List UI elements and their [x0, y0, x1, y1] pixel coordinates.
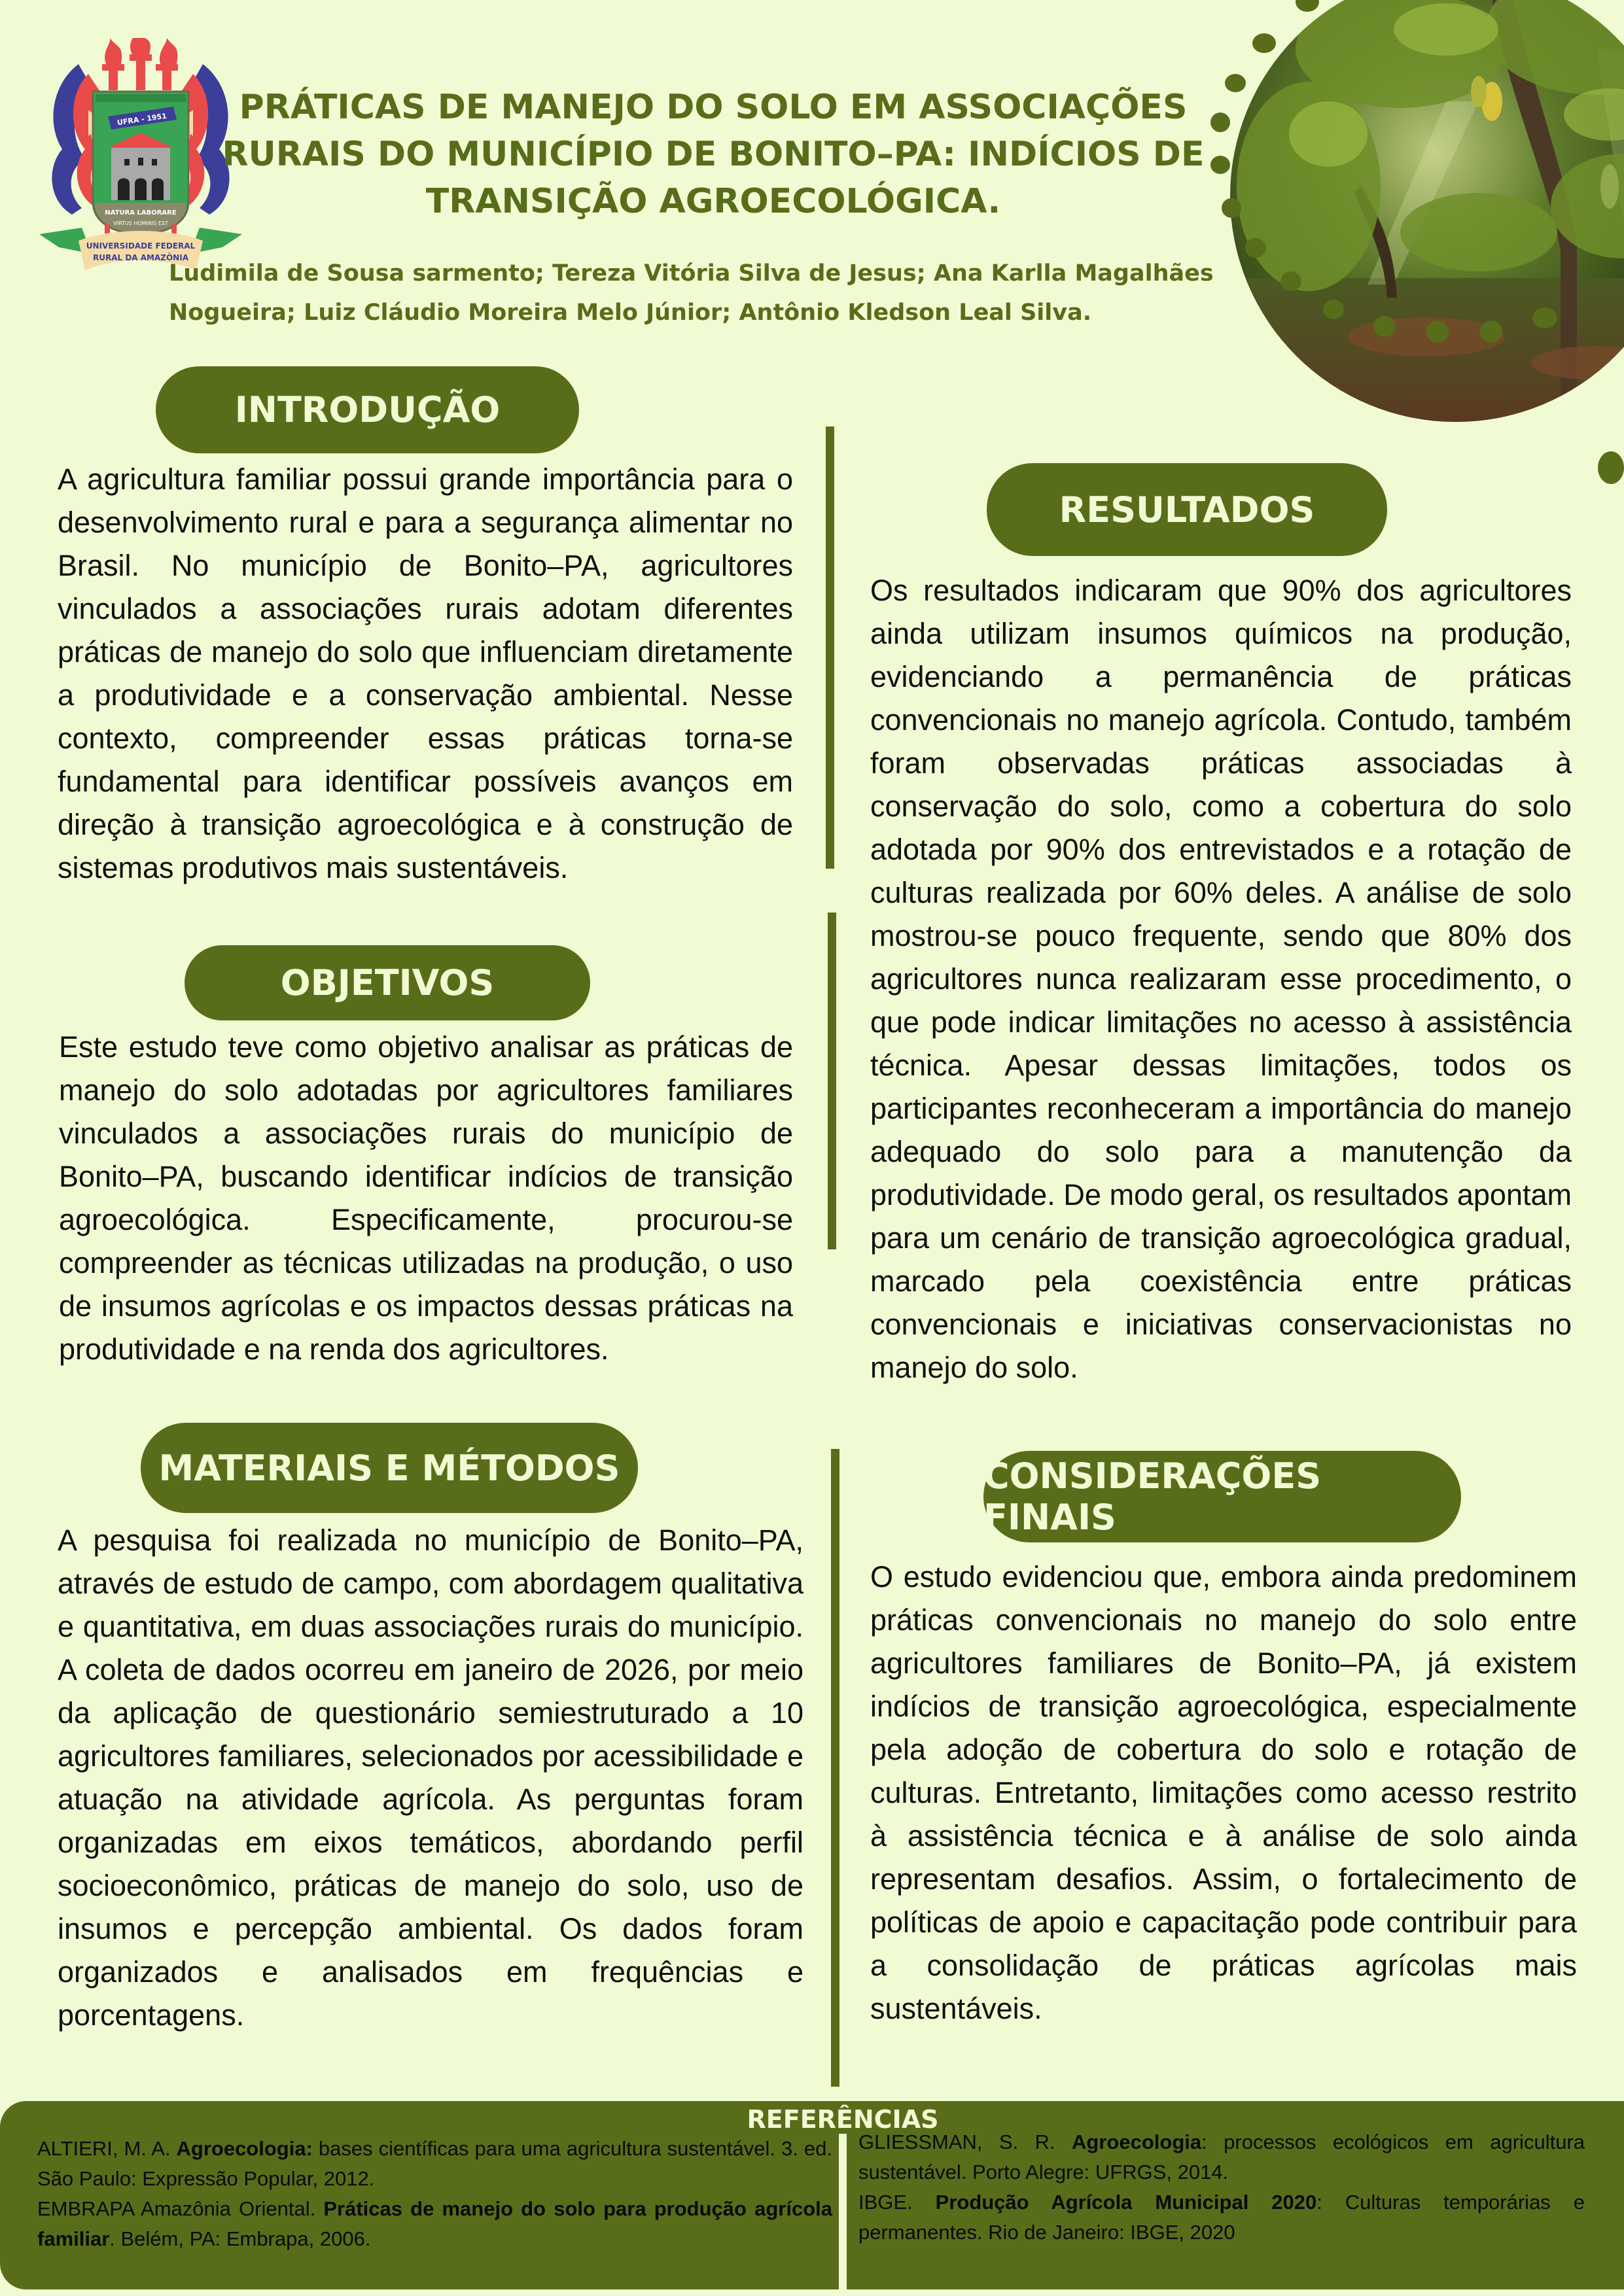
svg-text:RURAL DA AMAZÔNIA: RURAL DA AMAZÔNIA — [93, 253, 188, 262]
decorative-dot-icon — [1532, 307, 1557, 328]
reference-item: IBGE. Produção Agrícola Municipal 2020: Culturas temporárias e permanentes. Rio de Janeiro: IBGE, 2020 — [858, 2191, 1585, 2244]
decorative-dot-icon — [1480, 321, 1502, 343]
forest-photo — [1230, 0, 1624, 422]
decorative-dot-icon — [1210, 113, 1230, 132]
svg-text:UFRA - 1951: UFRA - 1951 — [116, 111, 168, 128]
decorative-dot-icon — [1222, 198, 1241, 218]
title-line: RURAIS DO MUNICÍPIO DE BONITO–PA: INDÍCIOS DE — [222, 135, 1205, 174]
forest-image-icon — [1230, 0, 1624, 422]
consideracoes-finais-text: O estudo evidenciou que, embora ainda predominem práticas convencionais no manejo do solo entre agricultores familiares de Bonito–PA, já existem indícios de transição agroecológica, especialmente pela adoção de cobertura do solo e rotação de culturas. Entretanto, limitações como acesso restrito à assistência técnica e à análise de solo ainda representam desafios. Assim, o fortalecimento de políticas de apoio e capacitação pode contribuir para a consolidação de práticas agrícolas mais sustentáveis. — [870, 1560, 1577, 2025]
reference-item: GLIESSMAN, S. R. Agroecologia: processos ecológicos em agricultura sustentável. Porto Alegre: UFRGS, 2014. — [858, 2131, 1585, 2183]
svg-text:NATURA LABORARE: NATURA LABORARE — [105, 209, 177, 217]
column-divider — [828, 913, 836, 1249]
authors-line: Nogueira; Luiz Cláudio Moreira Melo Júnior; Antônio Kledson Leal Silva. — [169, 300, 1092, 326]
introducao-text: A agricultura familiar possui grande importância para o desenvolvimento rural e para a segurança alimentar no Brasil. No município de Bonito–PA, agricultores vinculados a associações rurais adotam diferentes práticas de manejo do solo que influenciam diretamente a produtividade e a conservação ambiental. Nesse contexto, compreender essas práticas torna-se fundamental para identificar possíveis avanços em direção à transição agroecológica e à construção de sistemas produtivos mais sustentáveis. — [58, 462, 793, 884]
title-line: TRANSIÇÃO AGROECOLÓGICA. — [425, 182, 1001, 221]
materiais-metodos-text: A pesquisa foi realizada no município de Bonito–PA, através de estudo de campo, com abordagem qualitativa e quantitativa, em duas associações rurais do município. A coleta de dados ocorreu em janeiro de 2026, por meio da aplicação de questionário semiestruturado a 10 agricultores familiares, selecionados por acessibilidade e atuação na atividade agrícola. As perguntas foram organizadas em eixos temáticos, abordando perfil socioeconômico, práticas de manejo do solo, uso de insumos e percepção ambiental. Os dados foram organizados e analisados em frequências e porcentagens. — [58, 1523, 803, 2032]
svg-text:VIRTUS HOMINIS EST: VIRTUS HOMINIS EST — [113, 220, 168, 226]
decorative-dot-icon — [1245, 238, 1266, 258]
decorative-dot-icon — [1252, 33, 1276, 53]
section-header-objetivos: OBJETIVOS — [185, 945, 590, 1020]
column-divider — [826, 426, 834, 869]
title-line: PRÁTICAS DE MANEJO DO SOLO EM ASSOCIAÇÕES — [239, 88, 1188, 127]
section-header-resultados: RESULTADOS — [987, 463, 1387, 556]
authors-line: Ludimila de Sousa sarmento; Tereza Vitória Silva de Jesus; Ana Karlla Magalhães — [169, 260, 1214, 287]
references-divider — [839, 2134, 847, 2289]
decorative-dot-icon — [1598, 451, 1624, 484]
references-left — [37, 2134, 832, 2254]
decorative-dot-icon — [1210, 156, 1230, 174]
poster-title — [216, 84, 1210, 225]
decorative-dot-icon — [1225, 74, 1246, 92]
decorative-dot-icon — [1280, 271, 1301, 291]
section-header-introducao: INTRODUÇÃO — [156, 366, 579, 453]
decorative-dot-icon — [1373, 316, 1396, 337]
authors — [169, 254, 1248, 332]
decorative-dot-icon — [1426, 321, 1449, 343]
column-divider — [831, 1449, 839, 2087]
reference-item: ALTIERI, M. A. Agroecologia: bases científicas para uma agricultura sustentável. 3. ed. São Paulo: Expressão Popular, 2012. — [37, 2137, 832, 2190]
decorative-dot-icon — [1296, 0, 1319, 12]
references-title: REFERÊNCIAS — [747, 2105, 939, 2134]
references-right — [858, 2127, 1585, 2248]
resultados-text: Os resultados indicaram que 90% dos agricultores ainda utilizam insumos químicos na produção, evidenciando a permanência de práticas convencionais no manejo agrícola. Contudo, também foram observadas práticas associadas à conservação do solo, como a cobertura do solo adotada por 90% dos entrevistados e a rotação de culturas realizada por 60% deles. A análise de solo mostrou-se pouco frequente, sendo que 80% dos agricultores nunca realizaram esse procedimento, o que pode indicar limitações no acesso à assistência técnica. Apesar dessas limitações, todos os participantes reconheceram a importância do manejo adequado do solo para a manutenção da produtividade. De modo geral, os resultados apontam para um cenário de transição agroecológica gradual, marcado pela coexistência entre práticas convencionais e iniciativas conservacionistas no manejo do solo. — [870, 574, 1572, 1384]
decorative-dot-icon — [1323, 300, 1344, 319]
section-header-consideracoes-finais: CONSIDERAÇÕES FINAIS — [983, 1451, 1461, 1542]
svg-text:UNIVERSIDADE FEDERAL: UNIVERSIDADE FEDERAL — [86, 241, 196, 251]
objetivos-text: Este estudo teve como objetivo analisar as práticas de manejo do solo adotadas por agricultores familiares vinculados a associações rurais do município de Bonito–PA, buscando identificar indícios de transição agroecológica. Especificamente, procurou-se compreender as técnicas utilizadas na produção, o uso de insumos agrícolas e os impactos dessas práticas na produtividade e na renda dos agricultores. — [59, 1030, 793, 1366]
section-header-materiais-metodos: MATERIAIS E MÉTODOS — [141, 1423, 638, 1513]
reference-item: EMBRAPA Amazônia Oriental. Práticas de manejo do solo para produção agrícola familiar. Belém, PA: Embrapa, 2006. — [37, 2197, 832, 2250]
